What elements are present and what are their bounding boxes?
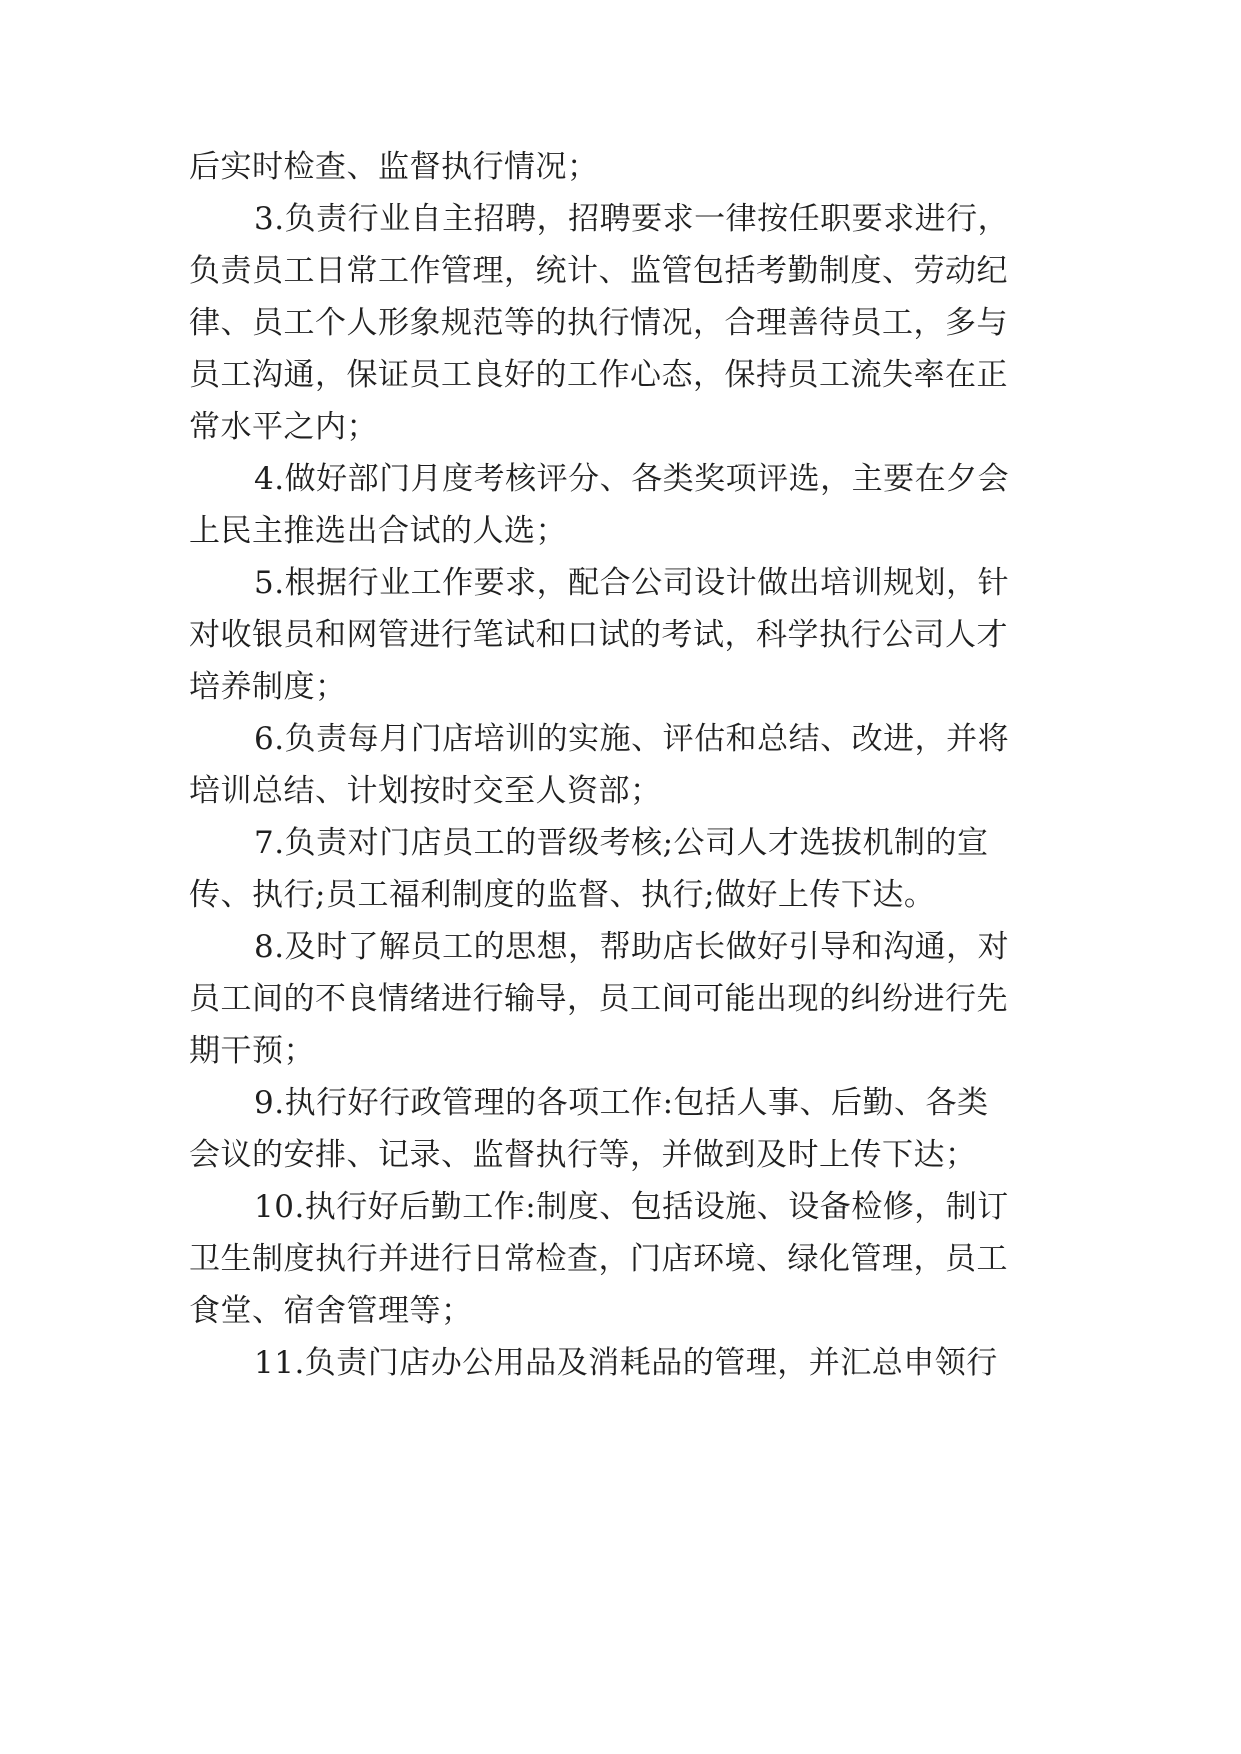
text-line: 律、员工个人形象规范等的执行情况，合理善待员工，多与: [189, 305, 1008, 341]
text-line: 11.负责门店办公用品及消耗品的管理，并汇总申领行: [254, 1345, 998, 1381]
text-line: 8.及时了解员工的思想，帮助店长做好引导和沟通，对: [254, 929, 1010, 965]
text-line: 3.负责行业自主招聘，招聘要求一律按任职要求进行，: [254, 201, 1010, 237]
text-line: 培训总结、计划按时交至人资部；: [189, 773, 662, 809]
text-line: 10.执行好后勤工作:制度、包括设施、设备检修，制订: [254, 1189, 1009, 1225]
text-line: 食堂、宿舍管理等；: [189, 1293, 473, 1329]
text-line: 传、执行;员工福利制度的监督、执行;做好上传下达。: [189, 877, 936, 913]
text-line: 负责员工日常工作管理，统计、监管包括考勤制度、劳动纪: [189, 253, 1008, 289]
text-line: 9.执行好行政管理的各项工作:包括人事、后勤、各类: [254, 1085, 989, 1121]
text-line: 5.根据行业工作要求，配合公司设计做出培训规划，针: [254, 565, 1010, 601]
text-line: 常水平之内；: [189, 409, 378, 445]
text-line: 期干预；: [189, 1033, 315, 1069]
text-line: 7.负责对门店员工的晋级考核;公司人才选拔机制的宣: [254, 825, 989, 861]
text-line: 员工间的不良情绪进行输导，员工间可能出现的纠纷进行先: [189, 981, 1008, 1017]
text-line: 6.负责每月门店培训的实施、评估和总结、改进，并将: [254, 721, 1010, 757]
text-line: 对收银员和网管进行笔试和口试的考试，科学执行公司人才: [189, 617, 1008, 653]
text-line: 会议的安排、记录、监督执行等，并做到及时上传下达；: [189, 1137, 977, 1173]
text-line: 员工沟通，保证员工良好的工作心态，保持员工流失率在正: [189, 357, 1008, 393]
text-line: 卫生制度执行并进行日常检查，门店环境、绿化管理，员工: [189, 1241, 1008, 1277]
text-line: 后实时检查、监督执行情况；: [189, 149, 599, 185]
text-line: 上民主推选出合试的人选；: [189, 513, 567, 549]
text-line: 培养制度；: [189, 669, 347, 705]
text-line: 4.做好部门月度考核评分、各类奖项评选，主要在夕会: [254, 461, 1010, 497]
